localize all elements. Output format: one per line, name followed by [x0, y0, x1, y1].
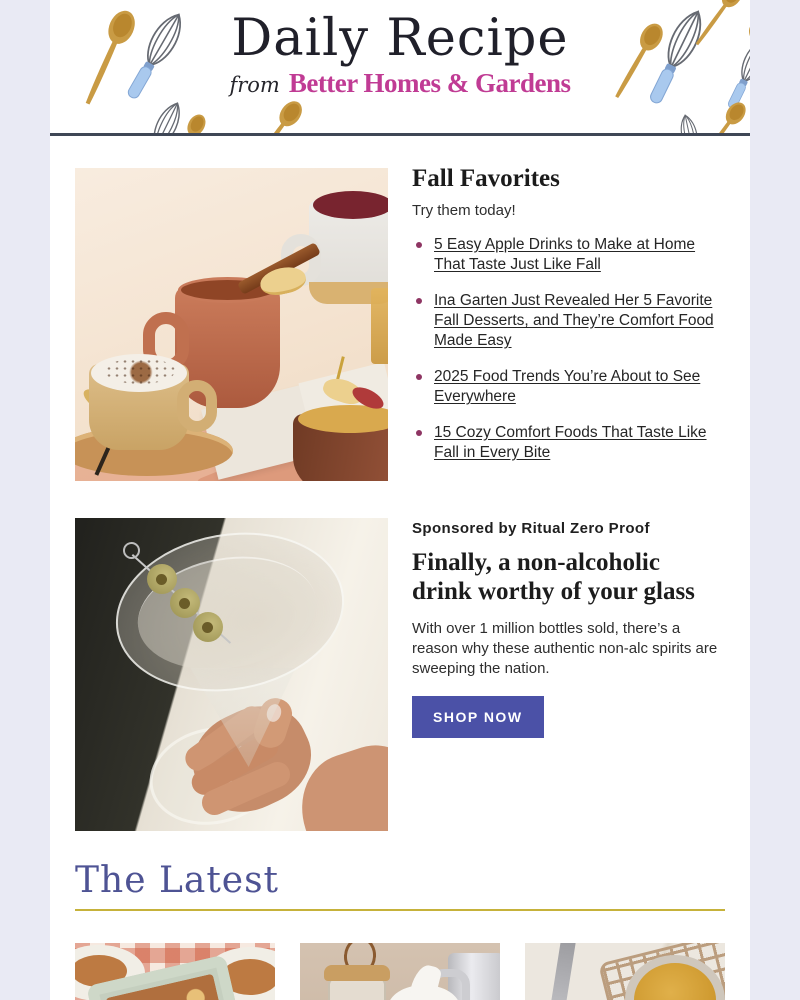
spoon-icon — [241, 96, 307, 136]
article-thumb-cornbread[interactable] — [525, 943, 725, 1000]
newsletter-title: Daily Recipe — [231, 9, 569, 68]
article-link[interactable]: 2025 Food Trends You’re About to See Everywhere — [434, 368, 701, 405]
list-item — [412, 367, 725, 407]
masthead — [50, 9, 750, 99]
list-item — [412, 235, 725, 275]
olive-pimento-shape — [179, 598, 190, 609]
latest-divider — [75, 909, 725, 911]
cider-bowl-shape — [293, 414, 388, 481]
cocoa-specks-shape — [105, 358, 175, 384]
latest-articles-row — [75, 943, 725, 1000]
cider-glass-shape — [371, 288, 388, 364]
article-link[interactable]: 5 Easy Apple Drinks to Make at Home That Taste Just Like Fall — [434, 236, 696, 273]
olive-shape — [193, 612, 223, 642]
bullet-marker — [416, 430, 422, 436]
from-label: from — [229, 73, 280, 97]
fall-drinks-image[interactable] — [75, 168, 388, 481]
fall-favorites-link-list — [412, 235, 725, 463]
bullet-marker — [416, 298, 422, 304]
list-item — [412, 291, 725, 351]
fall-favorites-section — [50, 165, 750, 481]
list-item — [412, 423, 725, 463]
bhg-logo[interactable]: Better Homes & Gardens — [288, 68, 571, 98]
shop-now-button[interactable]: SHOP NOW — [412, 696, 544, 738]
mug-handle-shape — [177, 380, 217, 432]
bullet-marker — [416, 374, 422, 380]
olive-pimento-shape — [156, 574, 167, 585]
sponsored-headline: Finally, a non-alcoholic drink worthy of your glass — [412, 549, 695, 605]
martini-image[interactable] — [75, 518, 388, 831]
olive-shape — [147, 564, 177, 594]
sponsored-body: With over 1 million bottles sold, there’s a reason why these authentic non-alc spirits are sweeping the nation. — [412, 620, 718, 677]
brand-line — [50, 68, 750, 99]
jar-lid-shape — [324, 965, 390, 981]
spatula-blade-shape — [548, 943, 576, 1000]
newsletter-body — [50, 0, 750, 1000]
fall-favorites-subheading: Try them today! — [412, 202, 516, 219]
olive-shape — [170, 588, 200, 618]
article-link[interactable]: 15 Cozy Comfort Foods That Taste Like Fall in Every Bite — [434, 424, 707, 461]
whisk-icon — [673, 110, 709, 136]
article-thumb-casserole[interactable] — [75, 943, 275, 1000]
newsletter-header — [50, 0, 750, 136]
olive-pimento-shape — [202, 622, 213, 633]
drink-shape — [313, 191, 388, 219]
sponsored-label: Sponsored by Ritual Zero Proof — [412, 520, 650, 537]
latest-heading: The Latest — [75, 860, 280, 901]
article-link[interactable]: Ina Garten Just Revealed Her 5 Favorite Fall Desserts, and They’re Comfort Food Made Easy — [434, 292, 714, 349]
fall-favorites-heading: Fall Favorites — [412, 165, 560, 192]
sponsored-section — [50, 518, 750, 831]
drink-shape — [298, 405, 388, 433]
article-thumb-baking-tools[interactable] — [300, 943, 500, 1000]
fall-favorites-text — [412, 165, 725, 481]
sponsored-text — [412, 518, 725, 831]
cocktail-pick-loop-shape — [123, 542, 140, 559]
bullet-marker — [416, 242, 422, 248]
